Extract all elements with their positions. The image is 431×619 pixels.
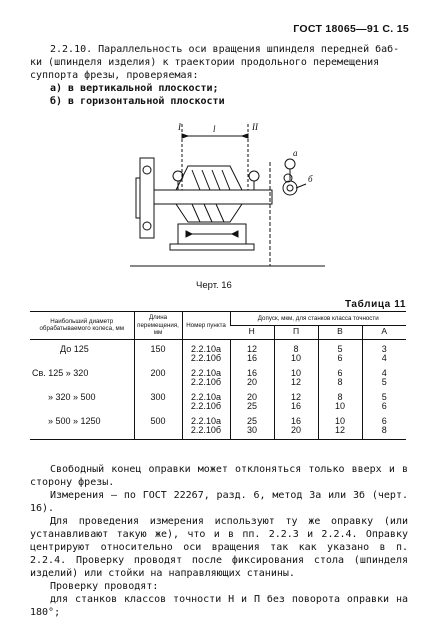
indicator-II-icon bbox=[249, 171, 259, 181]
paragraph-measurements: Измерения — по ГОСТ 22267, разд. 6, метод 3а или 3б (черт. 16). bbox=[30, 490, 408, 514]
mandrel bbox=[154, 190, 272, 204]
spindle-faceplate bbox=[140, 158, 154, 238]
indicator-a-icon bbox=[285, 159, 295, 169]
header-class-n: Н bbox=[230, 325, 274, 339]
spindle-collar bbox=[136, 178, 140, 218]
body-text bbox=[30, 463, 408, 619]
header-tolerance: Допуск, мкм, для станков класса точности bbox=[230, 312, 406, 326]
header-class-v: В bbox=[318, 325, 362, 339]
header-item: Номер пункта bbox=[182, 312, 230, 340]
drawing-16 bbox=[130, 118, 325, 268]
clause-2-2-10 bbox=[30, 43, 410, 108]
intro-item-a: а) в вертикальной плоскости; bbox=[50, 83, 219, 94]
figure-label-a: а bbox=[293, 148, 298, 158]
table-row: Св. 125 » 320 200 2.2.10а 16 10 6 4 bbox=[30, 364, 406, 379]
header-length: Длина перемещения, мм bbox=[134, 312, 182, 340]
table-row: » 320 » 500 300 2.2.10а 20 12 8 5 bbox=[30, 388, 406, 403]
carriage-base bbox=[170, 244, 254, 250]
intro-item-b: б) в горизонтальной плоскости bbox=[50, 96, 225, 107]
table-row: 2.2.10б 30 20 12 8 bbox=[30, 426, 406, 439]
header-class-a: А bbox=[362, 325, 406, 339]
bolt-bottom bbox=[143, 222, 151, 230]
workpiece-bottom bbox=[176, 204, 242, 222]
intro-line-3: суппорта фрезы, проверяемая: bbox=[30, 70, 199, 81]
table-title: Таблица 11 bbox=[344, 299, 406, 310]
table-row: » 500 » 1250 500 2.2.10а 25 16 10 6 bbox=[30, 412, 406, 427]
table-row: 2.2.10б 20 12 8 5 bbox=[30, 378, 406, 388]
paragraph-procedure: Для проведения измерения используют ту же оправку (или устанавливают такую же), что и в пп. 2.2.3 и 2.2.4. Оправку центрируют относительно оси вращения так как указано в п. 2.2.4. Проверку проводят после фиксирования стола (шпинделя изделий) или стойки на направляющих станины. bbox=[30, 516, 408, 579]
figure-label-l: l bbox=[213, 124, 216, 134]
figure-label-I: I bbox=[178, 122, 181, 132]
intro-line-2: ки (шпинделя изделия) к траектории продольного перемещения bbox=[30, 57, 380, 68]
header-diameter: Наибольший диаметр обрабатываемого колеса, мм bbox=[30, 312, 134, 340]
header-class-p: П bbox=[274, 325, 318, 339]
intro-line-1: 2.2.10. Параллельность оси вращения шпинделя передней баб- bbox=[50, 44, 400, 55]
tolerance-table bbox=[30, 311, 406, 440]
paragraph-check-intro: Проверку проводят: bbox=[50, 581, 159, 592]
table-row: До 125 150 2.2.10а 12 8 5 3 bbox=[30, 339, 406, 354]
page-header: ГОСТ 18065—91 С. 15 bbox=[293, 23, 409, 35]
paragraph-check-classes: для станков классов точности Н и П без поворота оправки на 180°; bbox=[30, 594, 408, 618]
table-row: 2.2.10б 25 16 10 6 bbox=[30, 402, 406, 412]
figure-label-II: II bbox=[252, 122, 258, 132]
mandrel-section-icon bbox=[283, 181, 297, 195]
table-row: 2.2.10б 16 10 6 4 bbox=[30, 354, 406, 364]
figure-caption: Черт. 16 bbox=[196, 280, 232, 291]
bolt-top bbox=[143, 166, 151, 174]
figure-label-b: б bbox=[308, 174, 313, 184]
paragraph-deflection: Свободный конец оправки может отклоняться только вверх и в сторону фрезы. bbox=[30, 464, 408, 488]
